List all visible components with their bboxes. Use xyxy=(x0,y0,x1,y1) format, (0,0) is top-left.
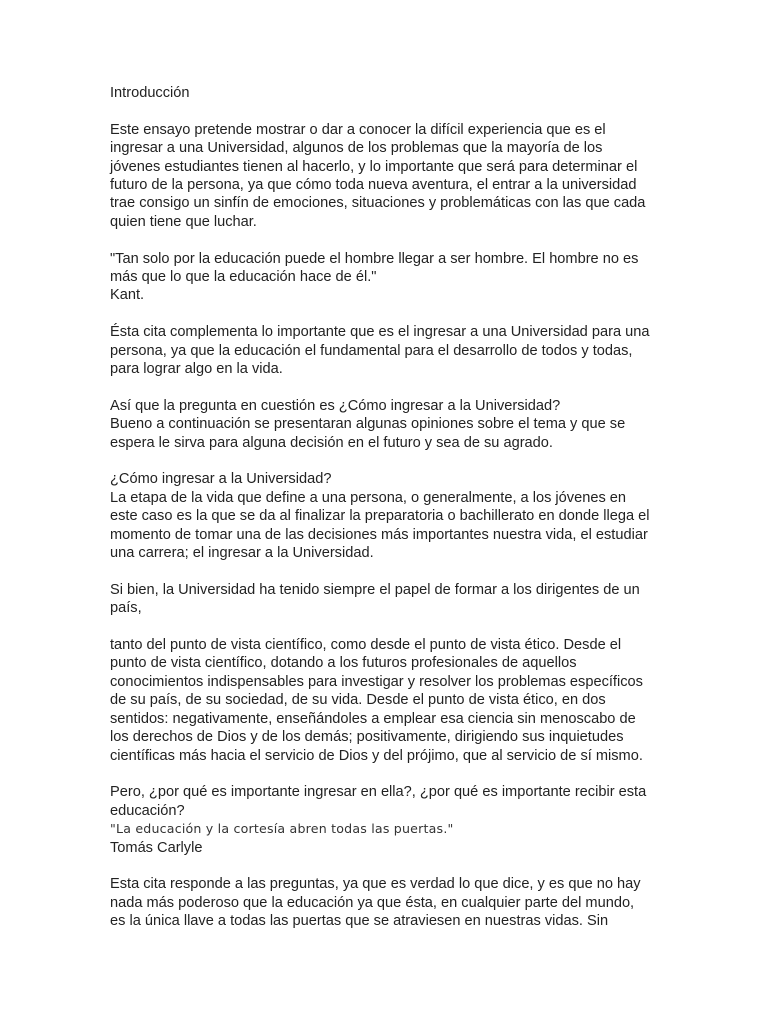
text-line: La etapa de la vida que define a una persona, o generalmente, a los jóvenes en xyxy=(110,489,627,506)
quote-line: más que lo que la educación hace de él." xyxy=(110,269,377,286)
text-line: los derechos de Dios y de los demás; positivamente, dirigiendo sus inquietudes xyxy=(110,729,624,746)
text-line: trae consigo un sinfín de emociones, situaciones y problemáticas con las que cada xyxy=(110,195,646,212)
kant-quote xyxy=(110,250,658,305)
text-line: punto de vista científico, dotando a los futuros profesionales de aquellos xyxy=(110,655,577,672)
etapa-paragraph xyxy=(110,470,658,562)
section-heading: ¿Cómo ingresar a la Universidad? xyxy=(110,471,332,488)
quote-line: "Tan solo por la educación puede el hombre llegar a ser hombre. El hombre no es xyxy=(110,250,639,267)
text-line: quien tiene que luchar. xyxy=(110,213,257,230)
cita-paragraph xyxy=(110,323,658,378)
tanto-paragraph xyxy=(110,636,658,765)
text-line: nada más poderoso que la educación ya que ésta, en cualquier parte del mundo, xyxy=(110,894,635,911)
text-line: es la única llave a todas las puertas que se atraviesen en nuestras vidas. Sin xyxy=(110,913,609,930)
intro-paragraph xyxy=(110,121,658,231)
quote-author: Kant. xyxy=(110,287,145,304)
text-line: conocimientos indispensables para investigar y resolver los problemas específicos xyxy=(110,673,643,690)
text-line: futuro de la persona, ya que cómo toda nueva aventura, el entrar a la universidad xyxy=(110,177,637,194)
text-line: persona, ya que la educación el fundamental para el desarrollo de todos y todas, xyxy=(110,342,633,359)
text-line: ingresar a una Universidad, algunos de los problemas que la mayoría de los xyxy=(110,140,603,157)
text-line: tanto del punto de vista científico, como desde el punto de vista ético. Desde el xyxy=(110,637,622,654)
text-line: Así que la pregunta en cuestión es ¿Cómo ingresar a la Universidad? xyxy=(110,397,561,414)
pero-paragraph xyxy=(110,783,658,857)
text-line: Este ensayo pretende mostrar o dar a conocer la difícil experiencia que es el xyxy=(110,121,606,138)
pregunta-paragraph xyxy=(110,397,658,452)
text-line: Ésta cita complementa lo importante que es el ingresar a una Universidad para una xyxy=(110,324,650,341)
esta-paragraph xyxy=(110,875,658,930)
text-line: Si bien, la Universidad ha tenido siempre el papel de formar a los dirigentes de un xyxy=(110,581,640,598)
text-line: jóvenes estudiantes tienen al hacerlo, y lo importante que será para determinar el xyxy=(110,158,638,175)
carlyle-quote: "La educación y la cortesía abren todas las puertas." xyxy=(110,821,454,837)
text-line: Pero, ¿por qué es importante ingresar en ella?, ¿por qué es importante recibir esta xyxy=(110,784,647,801)
text-line: sentidos: negativamente, enseñándoles a emplear esa ciencia sin menoscabo de xyxy=(110,710,636,727)
text-line: educación? xyxy=(110,802,185,819)
text-line: para lograr algo en la vida. xyxy=(110,361,283,378)
document-title: Introducción xyxy=(110,85,190,101)
text-line: país, xyxy=(110,600,142,617)
text-line: espera le sirva para alguna decisión en el futuro y sea de su agrado. xyxy=(110,434,553,451)
text-line: este caso es la que se da al finalizar la preparatoria o bachillerato en donde llega el xyxy=(110,508,650,525)
text-line: Esta cita responde a las preguntas, ya que es verdad lo que dice, y es que no hay xyxy=(110,876,641,893)
text-line: científicas más hacia el servicio de Dios y del prójimo, que al servicio de sí mismo. xyxy=(110,747,643,764)
quote-author: Tomás Carlyle xyxy=(110,839,203,856)
text-line: una carrera; el ingresar a la Universidad. xyxy=(110,545,374,562)
sibien-paragraph xyxy=(110,581,658,618)
text-line: momento de tomar una de las decisiones más importantes nuestra vida, el estudiar xyxy=(110,526,648,543)
document-body xyxy=(110,84,658,949)
text-line: Bueno a continuación se presentaran algunas opiniones sobre el tema y que se xyxy=(110,416,626,433)
text-line: de su país, de su sociedad, de su vida. Desde el punto de vista ético, en dos xyxy=(110,692,606,709)
